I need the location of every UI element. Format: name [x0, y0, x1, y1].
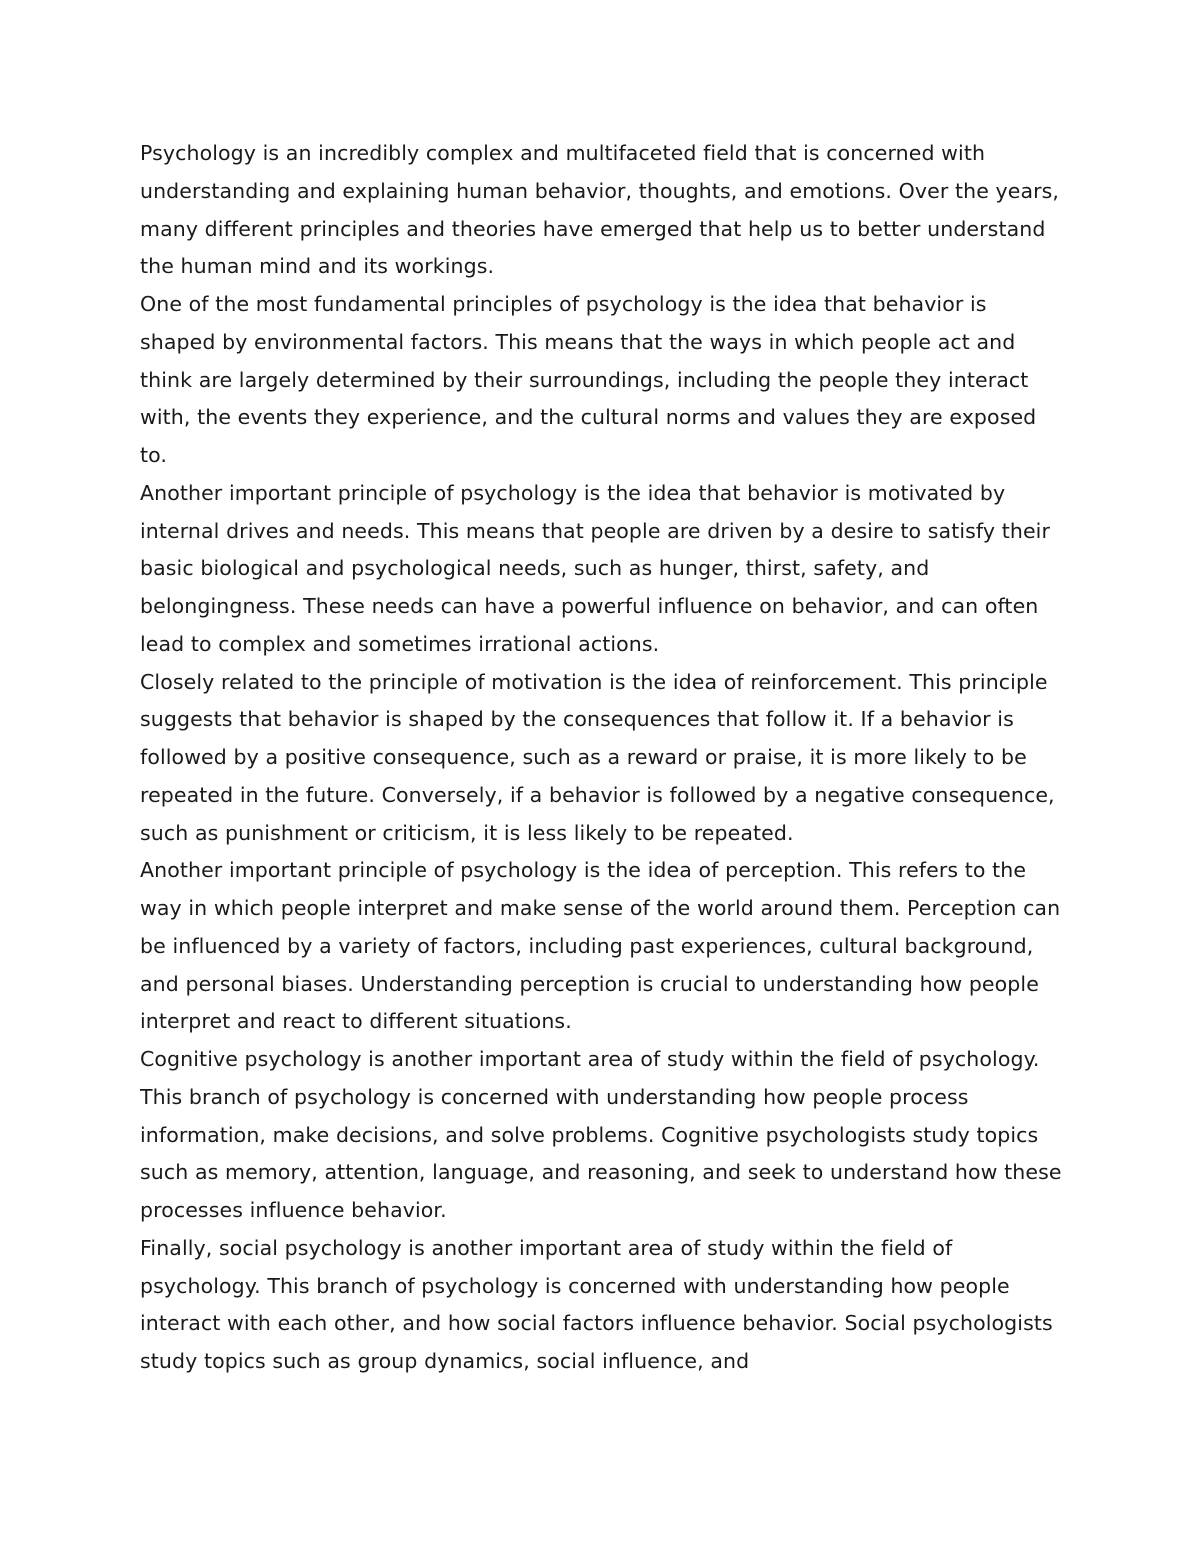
paragraph-environmental-factors: One of the most fundamental principles of psychology is the idea that behavior is shaped by environmental factors. This means that the ways in which people act and think are largely determined by their surroundings, including the people they interact with, the events they experience, and the cultural norms and values they are exposed to.	[140, 292, 1037, 467]
paragraph-reinforcement: Closely related to the principle of motivation is the idea of reinforcement. This principle suggests that behavior is shaped by the consequences that follow it. If a behavior is followed by a positive consequence, such as a reward or praise, it is more likely to be repeated in the future. Conversely, if a behavior is followed by a negative consequence, such as punishment or criticism, it is less likely to be repeated.	[140, 669, 1055, 845]
document-body	[140, 135, 1065, 1381]
paragraph-perception: Another important principle of psychology is the idea of perception. This refers to the way in which people interpret and make sense of the world around them. Perception can be influenced by a variety of factors, including past experiences, cultural background, and personal biases. Understanding perception is crucial to understanding how people interpret and react to different situations.	[140, 858, 1061, 1034]
paragraph-social-psychology: Finally, social psychology is another important area of study within the field of psychology. This branch of psychology is concerned with understanding how people interact with each other, and how social factors influence behavior. Social psychologists study topics such as group dynamics, social influence, and	[140, 1235, 1053, 1373]
paragraph-intro: Psychology is an incredibly complex and multifaceted field that is concerned with understanding and explaining human behavior, thoughts, and emotions. Over the years, many different principles and theories have emerged that help us to better understand the human mind and its workings.	[140, 141, 1060, 279]
paragraph-cognitive-psychology: Cognitive psychology is another important area of study within the field of psychology. This branch of psychology is concerned with understanding how people process information, make decisions, and solve problems. Cognitive psychologists study topics such as memory, attention, language, and reasoning, and seek to understand how these processes influence behavior.	[140, 1047, 1062, 1222]
paragraph-motivation: Another important principle of psychology is the idea that behavior is motivated by internal drives and needs. This means that people are driven by a desire to satisfy their basic biological and psychological needs, such as hunger, thirst, safety, and belongingness. These needs can have a powerful influence on behavior, and can often lead to complex and sometimes irrational actions.	[140, 480, 1050, 656]
